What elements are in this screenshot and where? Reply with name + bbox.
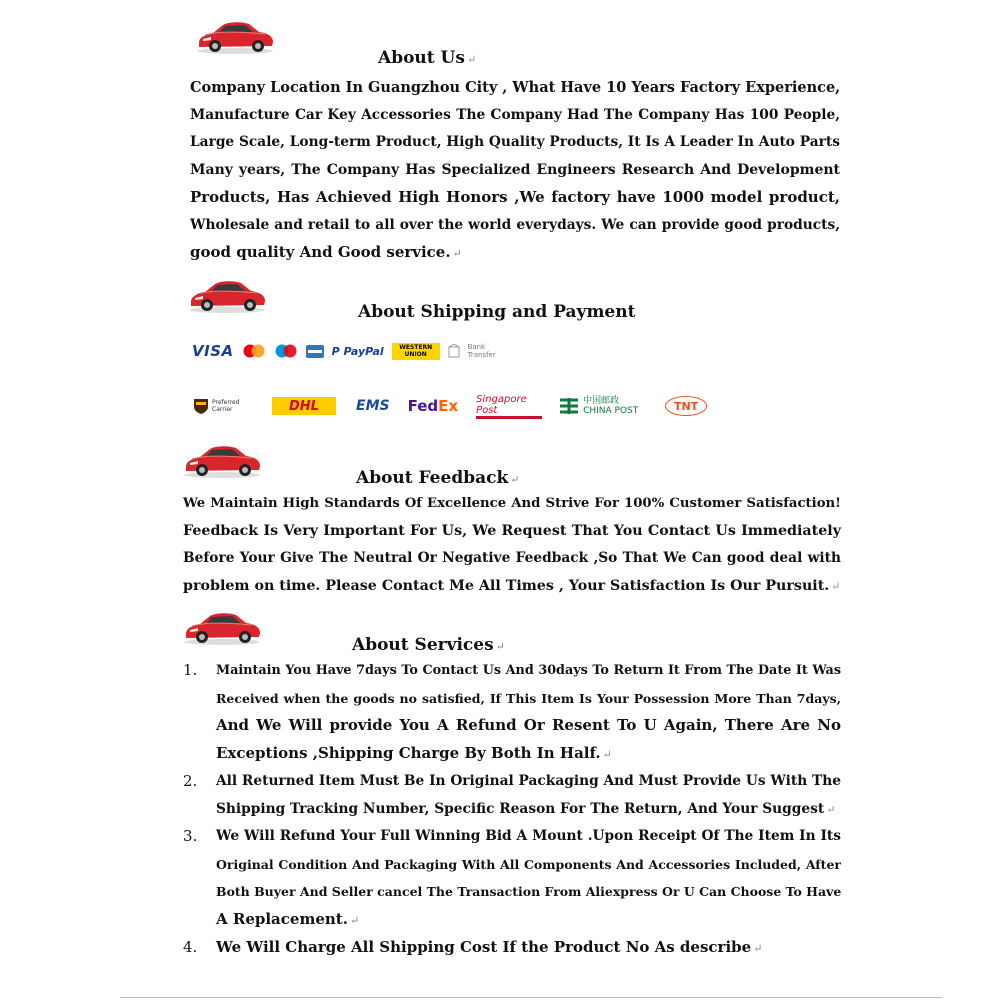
about-us-line: Many years, The Company Has Specialized Engineers Research And Development — [190, 161, 840, 178]
list-item-number: 2. — [183, 772, 198, 790]
fedex-logo: Fed Ex — [407, 397, 459, 415]
about-us-line: Products, Has Achieved High Honors ,We factory have 1000 model product, — [190, 188, 840, 206]
mastercard-icon — [242, 344, 266, 358]
about-us-line: Company Location In Guangzhou City , What Have 10 Years Factory Experience, — [190, 79, 841, 96]
services-heading: About Services ↵ — [352, 635, 505, 655]
list-item — [183, 768, 841, 823]
dhl-logo: DHL — [272, 397, 336, 415]
service-line: Shipping Tracking Number, Specific Reason For The Return, And Your Suggest ↵ — [216, 800, 836, 817]
feedback-line: Feedback Is Very Important For Us, We Request That You Contact Us Immediately — [183, 522, 841, 539]
service-line: A Replacement. ↵ — [216, 909, 360, 928]
amex-icon — [306, 345, 324, 358]
service-line: All Returned Item Must Be In Original Packaging And Must Provide Us With The — [216, 773, 841, 789]
list-item — [183, 823, 841, 934]
service-line: We Will Charge All Shipping Cost If the Product No As describe ↵ — [216, 938, 763, 956]
services-list — [183, 657, 841, 963]
maestro-icon — [274, 344, 298, 358]
feedback-paragraph — [183, 490, 841, 600]
service-line: Received when the goods no satisfied, If This Item Is Your Possession More Than 7days, — [216, 690, 841, 706]
about-us-line: good quality And Good service. ↵ — [190, 243, 462, 261]
service-line: Both Buyer And Seller cancel The Transaction From Aliexpress Or U Can Choose To Have — [216, 884, 842, 899]
service-line: We Will Refund Your Full Winning Bid A Mount .Upon Receipt Of The Item In Its — [216, 828, 841, 844]
red-car-icon — [187, 273, 267, 315]
bottom-divider — [120, 997, 942, 998]
feedback-heading: About Feedback ↵ — [356, 468, 520, 488]
feedback-line: Before Your Give The Neutral Or Negative Feedback ,So That We Can good deal with — [183, 550, 841, 566]
western-union-logo: WESTERN UNION — [392, 343, 440, 360]
visa-logo: VISA — [192, 342, 234, 360]
singapore-post-logo: Singapore Post — [476, 394, 542, 419]
tnt-logo: TNT — [665, 396, 707, 416]
feedback-line: problem on time. Please Contact Me All Times , Your Satisfaction Is Our Pursuit. ↵ — [183, 577, 841, 594]
list-item — [183, 657, 841, 768]
service-line: And We Will provide You A Refund Or Resent To U Again, There Are No — [216, 716, 841, 734]
service-line: Maintain You Have 7days To Contact Us And 30days To Return It From The Date It Was — [216, 663, 841, 678]
list-item — [183, 934, 841, 963]
list-item-number: 3. — [183, 827, 198, 845]
bank-transfer-icon — [448, 344, 460, 358]
ups-icon — [193, 397, 209, 415]
about-us-line: Manufacture Car Key Accessories The Company Had The Company Has 100 People, — [190, 106, 840, 123]
carrier-logos-row — [193, 392, 715, 420]
about-us-line: Wholesale and retail to all over the world everydays. We can provide good products, — [190, 216, 840, 233]
china-post-label: 中国邮政 CHINA POST — [583, 396, 639, 416]
feedback-line: We Maintain High Standards Of Excellence And Strive For 100% Customer Satisfaction! — [183, 496, 841, 511]
ups-preferred-carrier: Preferred Carrier — [212, 399, 240, 413]
list-item-number: 4. — [183, 938, 198, 956]
payment-logos-row — [192, 340, 504, 362]
about-us-line: Large Scale, Long-term Product, High Quality Products, It Is A Leader In Auto Parts — [190, 134, 840, 150]
red-car-icon — [195, 14, 275, 56]
china-post-icon — [558, 397, 580, 415]
paypal-logo: P PayPal — [331, 344, 384, 358]
service-line: Exceptions ,Shipping Charge By Both In Half. ↵ — [216, 743, 612, 762]
shipping-heading: About Shipping and Payment — [358, 302, 636, 322]
red-car-icon — [182, 438, 262, 480]
about-us-heading: About Us ↵ — [378, 48, 477, 68]
about-us-paragraph — [190, 74, 840, 268]
list-item-number: 1. — [183, 661, 198, 679]
red-car-icon — [182, 605, 262, 647]
service-line: Original Condition And Packaging With All Components And Accessories Included, After — [216, 856, 841, 872]
bank-transfer-label: Bank Transfer — [467, 343, 496, 359]
ems-logo: EMS — [356, 398, 390, 414]
